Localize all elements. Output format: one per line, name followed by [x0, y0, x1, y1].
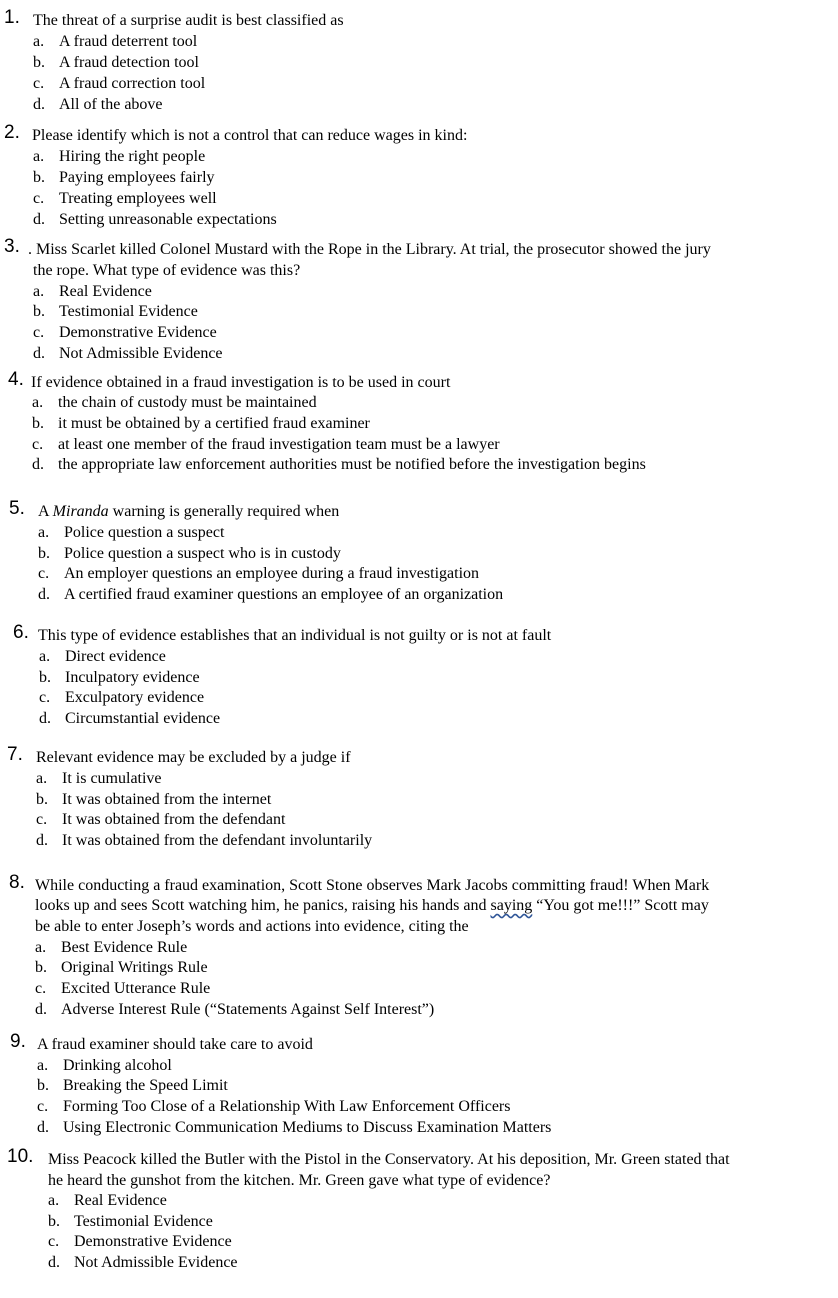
stem-text-after: warning is generally required when	[108, 503, 340, 520]
question-stem-line-3: be able to enter Joseph’s words and actions into evidence, citing the	[35, 918, 469, 935]
option-text: Real Evidence	[74, 1192, 167, 1209]
question-number: 10.	[7, 1146, 34, 1167]
option-letter: b.	[33, 169, 45, 186]
question-stem: A fraud examiner should take care to avoid	[37, 1036, 313, 1053]
option-letter: c.	[39, 689, 51, 706]
option-d	[38, 586, 503, 604]
option-text: All of the above	[59, 96, 163, 113]
option-letter: c.	[33, 75, 45, 92]
option-text: Setting unreasonable expectations	[59, 211, 277, 228]
option-a	[35, 939, 187, 957]
option-text: Treating employees well	[59, 190, 217, 207]
option-a	[32, 394, 317, 412]
option-text: Police question a suspect	[64, 524, 225, 541]
option-letter: a.	[39, 648, 51, 665]
option-letter: b.	[39, 669, 51, 686]
option-letter: d.	[33, 345, 45, 362]
option-b	[37, 1077, 228, 1095]
option-a	[37, 1057, 172, 1075]
option-c	[33, 75, 205, 93]
question-stem: Please identify which is not a control that can reduce wages in kind:	[32, 127, 468, 144]
option-a	[36, 770, 162, 788]
option-letter: c.	[38, 565, 50, 582]
option-d	[33, 345, 223, 363]
option-text: It is cumulative	[62, 770, 162, 787]
option-text: Police question a suspect who is in custody	[64, 545, 341, 562]
spellcheck-underlined-word: saying	[490, 897, 533, 914]
option-letter: a.	[37, 1057, 49, 1074]
option-c	[33, 190, 217, 208]
option-a	[33, 283, 152, 301]
option-b	[33, 169, 215, 187]
option-d	[35, 1001, 434, 1019]
option-text: Paying employees fairly	[59, 169, 215, 186]
question-stem-line-2	[35, 897, 709, 915]
question-stem: If evidence obtained in a fraud investigation is to be used in court	[31, 374, 451, 391]
question-stem: This type of evidence establishes that an individual is not guilty or is not at fault	[38, 627, 552, 644]
option-b	[36, 791, 271, 809]
stem-text-before: A	[38, 503, 53, 520]
question-stem: Miss Peacock killed the Butler with the Pistol in the Conservatory. At his deposition, Mr. Green stated that	[48, 1151, 730, 1168]
option-a	[39, 648, 166, 666]
option-text: Real Evidence	[59, 283, 152, 300]
option-letter: a.	[33, 283, 45, 300]
option-letter: b.	[48, 1213, 60, 1230]
option-text: It was obtained from the defendant	[62, 811, 286, 828]
option-text: Original Writings Rule	[61, 959, 208, 976]
option-letter: b.	[36, 791, 48, 808]
option-text: Circumstantial evidence	[65, 710, 221, 727]
option-text: A certified fraud examiner questions an employee of an organization	[64, 586, 504, 603]
option-text: Not Admissible Evidence	[74, 1254, 238, 1271]
option-letter: c.	[35, 980, 47, 997]
option-d	[37, 1119, 551, 1137]
option-text: Breaking the Speed Limit	[63, 1077, 228, 1094]
option-d	[33, 96, 163, 114]
option-text: Not Admissible Evidence	[59, 345, 223, 362]
stem-text-italic: Miranda	[52, 503, 109, 520]
option-letter: c.	[32, 436, 44, 453]
question-number: 5.	[9, 498, 25, 519]
option-text: Using Electronic Communication Mediums to Discuss Examination Matters	[63, 1119, 552, 1136]
option-a	[48, 1192, 167, 1210]
option-letter: c.	[36, 811, 48, 828]
option-text: Demonstrative Evidence	[59, 324, 217, 341]
option-d	[39, 710, 220, 728]
option-text: Adverse Interest Rule (“Statements Against Self Interest”)	[61, 1001, 435, 1018]
option-c	[33, 324, 217, 342]
option-letter: d.	[38, 586, 50, 603]
option-b	[39, 669, 200, 687]
option-text: it must be obtained by a certified fraud examiner	[58, 415, 370, 432]
option-letter: d.	[48, 1254, 60, 1271]
option-letter: c.	[33, 190, 45, 207]
option-text: Hiring the right people	[59, 148, 206, 165]
option-d	[33, 211, 277, 229]
option-letter: a.	[33, 33, 45, 50]
option-letter: b.	[35, 959, 47, 976]
option-b	[35, 959, 208, 977]
option-letter: a.	[36, 770, 48, 787]
option-letter: b.	[33, 54, 45, 71]
stem-text-after: “You got me!!!” Scott may	[532, 897, 709, 914]
option-d	[48, 1254, 238, 1272]
option-text: Direct evidence	[65, 648, 166, 665]
option-letter: a.	[35, 939, 47, 956]
option-text: An employer questions an employee during a fraud investigation	[64, 565, 480, 582]
option-c	[48, 1233, 232, 1251]
option-b	[33, 54, 199, 72]
option-a	[33, 33, 197, 51]
option-b	[33, 303, 198, 321]
option-letter: b.	[33, 303, 45, 320]
option-b	[48, 1213, 213, 1231]
option-letter: a.	[38, 524, 50, 541]
option-letter: b.	[32, 415, 44, 432]
question-number: 7.	[7, 744, 23, 765]
option-text: Forming Too Close of a Relationship With Law Enforcement Officers	[63, 1098, 511, 1115]
option-c	[37, 1098, 510, 1116]
option-letter: b.	[37, 1077, 49, 1094]
option-letter: a.	[48, 1192, 60, 1209]
question-number: 9.	[10, 1031, 26, 1052]
option-text: Inculpatory evidence	[65, 669, 200, 686]
option-text: the appropriate law enforcement authorities must be notified before the investigation begins	[58, 456, 646, 473]
option-c	[32, 436, 500, 454]
option-b	[32, 415, 370, 433]
option-text: A fraud correction tool	[59, 75, 206, 92]
question-stem	[38, 503, 339, 521]
question-stem: . Miss Scarlet killed Colonel Mustard with the Rope in the Library. At trial, the prosecutor showed the jury	[28, 241, 711, 258]
question-stem-line-2: the rope. What type of evidence was this?	[33, 262, 301, 279]
option-text: Excited Utterance Rule	[61, 980, 211, 997]
option-text: Demonstrative Evidence	[74, 1233, 232, 1250]
option-text: Testimonial Evidence	[74, 1213, 213, 1230]
question-number: 8.	[9, 872, 25, 893]
stem-text-before: looks up and sees Scott watching him, he panics, raising his hands and	[35, 897, 491, 914]
option-c	[38, 565, 479, 583]
option-c	[39, 689, 204, 707]
option-text: A fraud detection tool	[59, 54, 199, 71]
option-d	[32, 456, 646, 474]
option-text: It was obtained from the internet	[62, 791, 272, 808]
option-letter: a.	[32, 394, 44, 411]
option-letter: c.	[48, 1233, 60, 1250]
option-letter: d.	[32, 456, 44, 473]
option-c	[35, 980, 210, 998]
option-letter: a.	[33, 148, 45, 165]
question-number: 3.	[4, 236, 20, 257]
option-letter: c.	[33, 324, 45, 341]
option-c	[36, 811, 285, 829]
option-letter: c.	[37, 1098, 49, 1115]
question-stem-line-2: he heard the gunshot from the kitchen. Mr. Green gave what type of evidence?	[48, 1172, 551, 1189]
option-letter: d.	[33, 96, 45, 113]
option-text: Drinking alcohol	[63, 1057, 172, 1074]
option-a	[38, 524, 224, 542]
option-text: Testimonial Evidence	[59, 303, 198, 320]
option-letter: d.	[33, 211, 45, 228]
option-letter: d.	[36, 832, 48, 849]
option-a	[33, 148, 205, 166]
option-text: It was obtained from the defendant involuntarily	[62, 832, 373, 849]
option-letter: d.	[37, 1119, 49, 1136]
option-letter: b.	[38, 545, 50, 562]
question-number: 6.	[13, 622, 29, 643]
question-number: 2.	[4, 122, 20, 143]
option-text: A fraud deterrent tool	[59, 33, 198, 50]
option-letter: d.	[35, 1001, 47, 1018]
question-stem: The threat of a surprise audit is best classified as	[33, 12, 344, 29]
question-stem: Relevant evidence may be excluded by a judge if	[36, 749, 351, 766]
option-text: the chain of custody must be maintained	[58, 394, 317, 411]
question-number: 1.	[4, 7, 20, 28]
question-number: 4.	[8, 369, 24, 390]
option-text: Best Evidence Rule	[61, 939, 188, 956]
option-b	[38, 545, 341, 563]
option-text: Exculpatory evidence	[65, 689, 205, 706]
option-letter: d.	[39, 710, 51, 727]
question-stem: While conducting a fraud examination, Scott Stone observes Mark Jacobs committing fraud! When Mark	[35, 877, 710, 894]
option-text: at least one member of the fraud investigation team must be a lawyer	[58, 436, 500, 453]
option-d	[36, 832, 372, 850]
